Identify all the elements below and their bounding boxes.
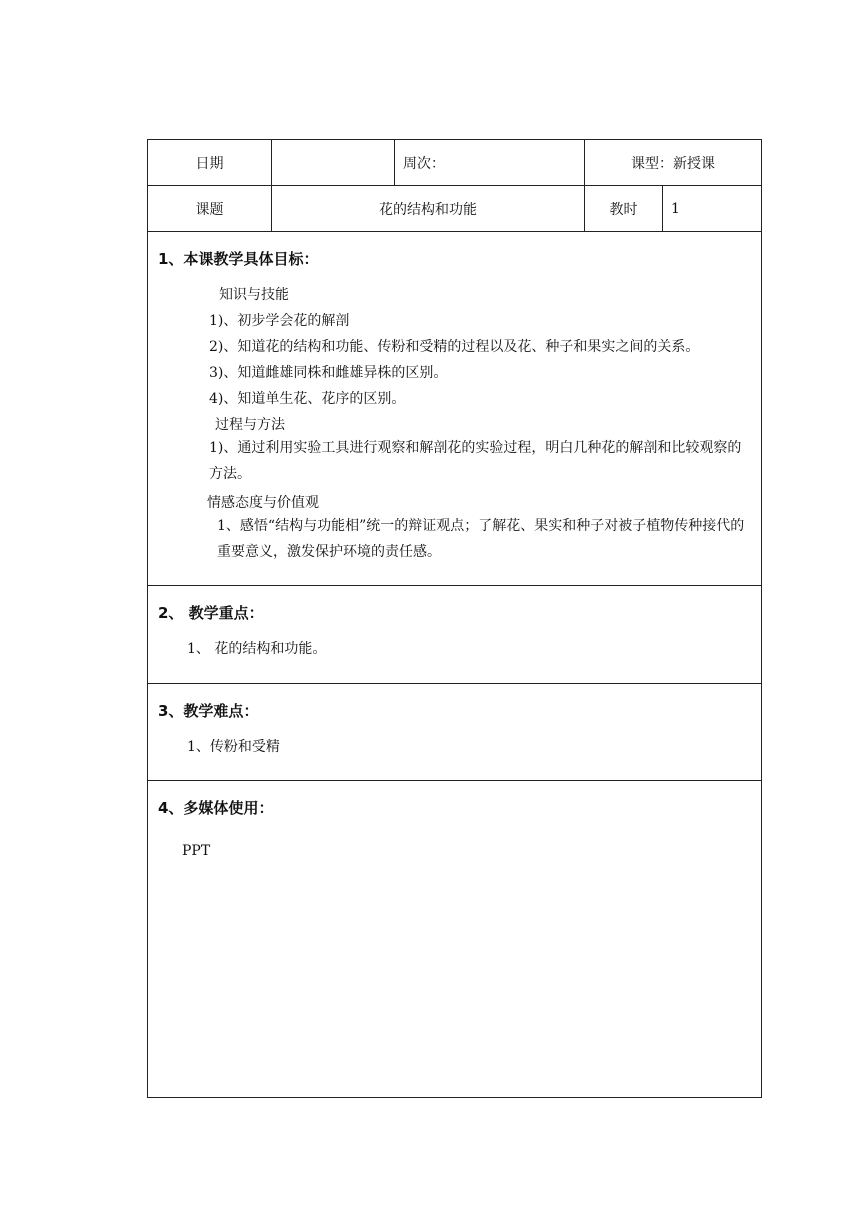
lesson-plan-table bbox=[147, 139, 762, 1098]
week-label: 周次： bbox=[403, 155, 445, 172]
lesson-type-cell bbox=[584, 140, 761, 185]
knowledge-item: 2)、知道花的结构和功能、传粉和受精的过程以及花、种子和果实之间的关系。 bbox=[209, 339, 700, 355]
process-heading: 过程与方法 bbox=[215, 417, 285, 433]
lesson-type: 课型：新授课 bbox=[631, 155, 715, 172]
hours-label-cell bbox=[584, 186, 662, 231]
objectives-title: 1、本课教学具体目标： bbox=[158, 250, 319, 268]
knowledge-item: 1)、初步学会花的解剖 bbox=[209, 313, 350, 329]
difficulties-section bbox=[148, 684, 761, 781]
attitude-heading: 情感态度与价值观 bbox=[207, 495, 319, 511]
hours-label: 教时 bbox=[609, 201, 638, 218]
difficulties-title: 3、教学难点： bbox=[158, 702, 259, 720]
key-points-section bbox=[148, 586, 761, 684]
key-points-title: 2、 教学重点： bbox=[158, 604, 264, 622]
header-row-1 bbox=[148, 140, 761, 186]
date-label: 日期 bbox=[195, 155, 224, 172]
topic-value: 花的结构和功能 bbox=[379, 201, 477, 218]
multimedia-title: 4、多媒体使用： bbox=[158, 799, 274, 817]
multimedia-value: PPT bbox=[182, 843, 211, 859]
header-row-2 bbox=[148, 186, 761, 232]
date-value-cell bbox=[271, 140, 394, 185]
knowledge-heading: 知识与技能 bbox=[219, 287, 289, 303]
topic-label: 课题 bbox=[195, 201, 224, 218]
objectives-section bbox=[148, 232, 761, 586]
multimedia-section bbox=[148, 781, 761, 1097]
knowledge-item: 3)、知道雌雄同株和雌雄异株的区别。 bbox=[209, 365, 448, 381]
attitude-item: 1、感悟“结构与功能相”统一的辩证观点；了解花、果实和种子对被子植物传种接代的重要意义，激发保护环境的责任感。 bbox=[217, 518, 745, 560]
process-item: 1)、通过利用实验工具进行观察和解剖花的实验过程，明白几种花的解剖和比较观察的方法。 bbox=[209, 440, 742, 482]
date-label-cell bbox=[148, 140, 271, 185]
topic-value-cell bbox=[271, 186, 584, 231]
hours-value-cell bbox=[662, 186, 761, 231]
difficulty-item: 1、传粉和受精 bbox=[187, 739, 280, 755]
topic-label-cell bbox=[148, 186, 271, 231]
knowledge-item: 4)、知道单生花、花序的区别。 bbox=[209, 391, 406, 407]
week-cell bbox=[394, 140, 584, 185]
hours-value: 1 bbox=[671, 200, 680, 217]
key-point-item: 1、 花的结构和功能。 bbox=[187, 641, 327, 657]
